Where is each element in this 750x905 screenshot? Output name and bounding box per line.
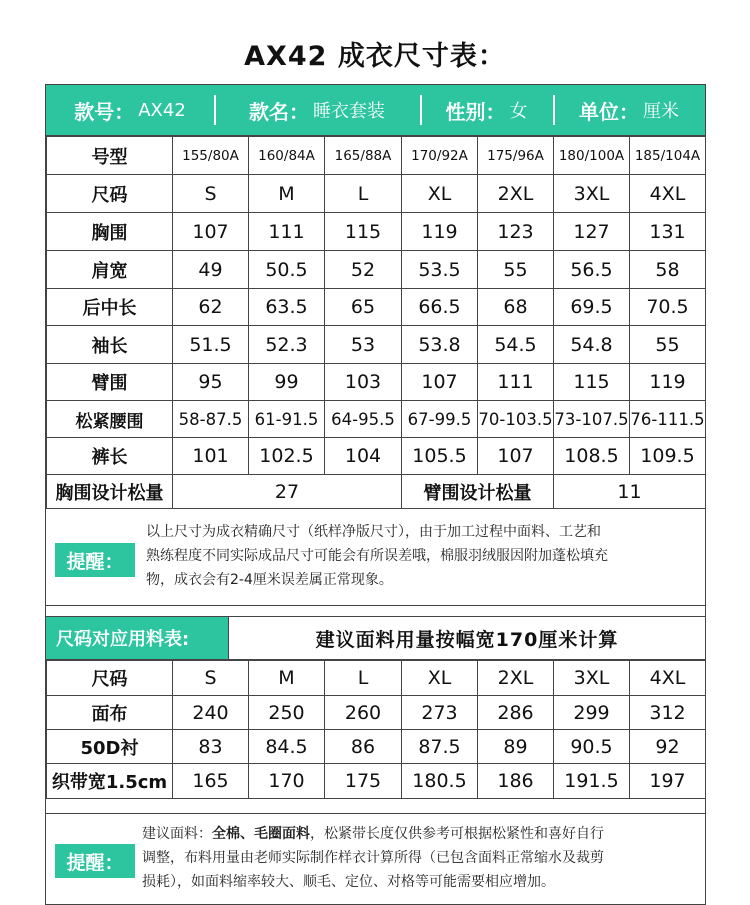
table-cell: 165 — [173, 764, 249, 799]
reminder-2 — [46, 814, 705, 905]
table-cell: 58 — [630, 251, 706, 289]
table-cell: 250 — [249, 696, 325, 730]
row-label: 裤长 — [47, 438, 173, 475]
table-cell: 89 — [478, 730, 554, 764]
table-cell: 165/88A — [325, 137, 402, 175]
name-value: 睡衣套装 — [313, 101, 385, 122]
table-row — [47, 764, 706, 799]
table-cell: 70-103.5 — [478, 401, 554, 438]
table-cell: 92 — [630, 730, 706, 764]
row-label: 号型 — [47, 137, 173, 175]
reminder-badge: 提醒： — [55, 543, 135, 577]
table-cell: L — [325, 175, 402, 213]
spacer — [46, 799, 705, 814]
row-label: 袖长 — [47, 326, 173, 364]
table-cell: M — [249, 661, 325, 696]
table-row — [47, 661, 706, 696]
ease-arm-value: 11 — [554, 475, 706, 509]
table-cell: 56.5 — [554, 251, 630, 289]
table-cell: 273 — [402, 696, 478, 730]
table-row — [47, 438, 706, 475]
table-cell: 107 — [402, 364, 478, 401]
reminder-text — [146, 520, 701, 592]
table-row — [47, 696, 706, 730]
table-cell: 4XL — [630, 661, 706, 696]
table-cell: 180.5 — [402, 764, 478, 799]
table-row — [47, 401, 706, 438]
table-cell: 2XL — [478, 661, 554, 696]
row-label: 后中长 — [47, 289, 173, 326]
style-no-cell — [46, 85, 214, 135]
table-cell: 240 — [173, 696, 249, 730]
table-cell: XL — [402, 175, 478, 213]
ease-arm-label: 臂围设计松量 — [402, 475, 554, 509]
table-cell: 260 — [325, 696, 402, 730]
table-cell: 155/80A — [173, 137, 249, 175]
unit-cell — [553, 85, 705, 135]
table-cell: 4XL — [630, 175, 706, 213]
table-cell: 123 — [478, 213, 554, 251]
unit-value: 厘米 — [643, 101, 679, 122]
table-cell: 53.5 — [402, 251, 478, 289]
row-label: 肩宽 — [47, 251, 173, 289]
reminder-prefix: 建议面料： — [142, 826, 212, 842]
table-row — [47, 730, 706, 764]
table-cell: S — [173, 661, 249, 696]
table-cell: 127 — [554, 213, 630, 251]
style-no-label: 款号： — [74, 99, 135, 124]
table-cell: 102.5 — [249, 438, 325, 475]
table-cell: S — [173, 175, 249, 213]
table-cell: 101 — [173, 438, 249, 475]
table-cell: 119 — [402, 213, 478, 251]
table-cell: 76-111.5 — [630, 401, 706, 438]
reminder-1 — [46, 509, 705, 606]
table-cell: 3XL — [554, 175, 630, 213]
table-row — [47, 251, 706, 289]
reminder-line: 熟练程度不同实际成品尺寸可能会有所误差哦，棉服羽绒服因附加蓬松填充 — [146, 548, 608, 564]
table-cell: 2XL — [478, 175, 554, 213]
table-cell: 69.5 — [554, 289, 630, 326]
reminder-line: 调整，布料用量由老师实际制作样衣计算所得（已包含面料正常缩水及裁剪 — [142, 850, 604, 866]
table-cell: 87.5 — [402, 730, 478, 764]
table-cell: 58-87.5 — [173, 401, 249, 438]
size-table — [46, 136, 706, 509]
table-cell: 131 — [630, 213, 706, 251]
table-cell: 111 — [249, 213, 325, 251]
unit-label: 单位： — [579, 99, 639, 124]
table-cell: 115 — [554, 364, 630, 401]
table-cell: 63.5 — [249, 289, 325, 326]
table-cell: 109.5 — [630, 438, 706, 475]
table-cell: L — [325, 661, 402, 696]
reminder-fabric: 全棉、毛圈面料 — [212, 826, 310, 842]
table-cell: 65 — [325, 289, 402, 326]
table-row — [47, 137, 706, 175]
table-cell: 160/84A — [249, 137, 325, 175]
reminder-rest: ，松紧带长度仅供参考可根据松紧性和喜好自行 — [310, 826, 604, 842]
material-header — [46, 617, 705, 660]
table-cell: M — [249, 175, 325, 213]
table-cell: 64-95.5 — [325, 401, 402, 438]
table-cell: 286 — [478, 696, 554, 730]
table-row — [47, 326, 706, 364]
reminder-text — [142, 822, 702, 894]
table-cell: 90.5 — [554, 730, 630, 764]
spacer — [46, 606, 705, 617]
table-cell: 83 — [173, 730, 249, 764]
gender-label: 性别： — [445, 99, 506, 124]
table-cell: 170 — [249, 764, 325, 799]
table-cell: 108.5 — [554, 438, 630, 475]
table-cell: 53.8 — [402, 326, 478, 364]
table-cell: 299 — [554, 696, 630, 730]
table-cell: 70.5 — [630, 289, 706, 326]
table-cell: 107 — [173, 213, 249, 251]
table-cell: 55 — [478, 251, 554, 289]
style-no-value: AX42 — [138, 99, 186, 121]
name-cell — [214, 85, 420, 135]
row-label: 尺码 — [47, 175, 173, 213]
material-table — [46, 660, 706, 799]
gender-value: 女 — [509, 101, 528, 122]
table-cell: 52 — [325, 251, 402, 289]
table-cell: 62 — [173, 289, 249, 326]
table-cell: 103 — [325, 364, 402, 401]
page-title: AX42 成衣尺寸表： — [244, 41, 506, 72]
row-label: 织带宽1.5cm — [47, 764, 173, 799]
table-cell: 180/100A — [554, 137, 630, 175]
table-cell: 61-91.5 — [249, 401, 325, 438]
table-cell: 51.5 — [173, 326, 249, 364]
table-cell: 49 — [173, 251, 249, 289]
table-cell: 197 — [630, 764, 706, 799]
reminder-badge: 提醒： — [55, 844, 135, 878]
table-cell: 119 — [630, 364, 706, 401]
table-cell: 66.5 — [402, 289, 478, 326]
table-cell: 95 — [173, 364, 249, 401]
ease-row — [47, 475, 706, 509]
table-cell: XL — [402, 661, 478, 696]
size-sheet — [45, 84, 706, 905]
name-label: 款名： — [249, 99, 309, 124]
table-cell: 54.5 — [478, 326, 554, 364]
row-label: 面布 — [47, 696, 173, 730]
table-cell: 3XL — [554, 661, 630, 696]
material-badge: 尺码对应用料表: — [46, 617, 229, 659]
reminder-line: 损耗），如面料缩率较大、顺毛、定位、对格等可能需要相应增加。 — [142, 874, 555, 890]
table-cell: 73-107.5 — [554, 401, 630, 438]
table-cell: 68 — [478, 289, 554, 326]
table-cell: 312 — [630, 696, 706, 730]
table-cell: 84.5 — [249, 730, 325, 764]
reminder-line: 物，成衣会有2-4厘米误差属正常现象。 — [146, 572, 393, 588]
table-cell: 175 — [325, 764, 402, 799]
row-label: 松紧腰围 — [47, 401, 173, 438]
table-cell: 86 — [325, 730, 402, 764]
table-cell: 170/92A — [402, 137, 478, 175]
gender-cell — [420, 85, 553, 135]
table-cell: 99 — [249, 364, 325, 401]
row-label: 胸围 — [47, 213, 173, 251]
row-label: 50D衬 — [47, 730, 173, 764]
table-row — [47, 175, 706, 213]
table-cell: 50.5 — [249, 251, 325, 289]
row-label: 臂围 — [47, 364, 173, 401]
ease-chest-label: 胸围设计松量 — [47, 475, 173, 509]
table-cell: 53 — [325, 326, 402, 364]
table-row — [47, 289, 706, 326]
table-row — [47, 364, 706, 401]
reminder-line: 以上尺寸为成衣精确尺寸（纸样净版尺寸），由于加工过程中面料、工艺和 — [146, 524, 601, 540]
table-cell: 107 — [478, 438, 554, 475]
table-cell: 67-99.5 — [402, 401, 478, 438]
table-cell: 105.5 — [402, 438, 478, 475]
table-cell: 191.5 — [554, 764, 630, 799]
row-label: 尺码 — [47, 661, 173, 696]
table-cell: 186 — [478, 764, 554, 799]
header-bar — [46, 84, 705, 136]
table-cell: 115 — [325, 213, 402, 251]
table-cell: 111 — [478, 364, 554, 401]
table-cell: 52.3 — [249, 326, 325, 364]
table-cell: 185/104A — [630, 137, 706, 175]
table-cell: 54.8 — [554, 326, 630, 364]
ease-chest-value: 27 — [173, 475, 402, 509]
reminder-line — [142, 822, 702, 846]
material-title: 建议面料用量按幅宽170厘米计算 — [315, 628, 619, 651]
table-cell: 175/96A — [478, 137, 554, 175]
table-cell: 104 — [325, 438, 402, 475]
table-cell: 55 — [630, 326, 706, 364]
table-row — [47, 213, 706, 251]
